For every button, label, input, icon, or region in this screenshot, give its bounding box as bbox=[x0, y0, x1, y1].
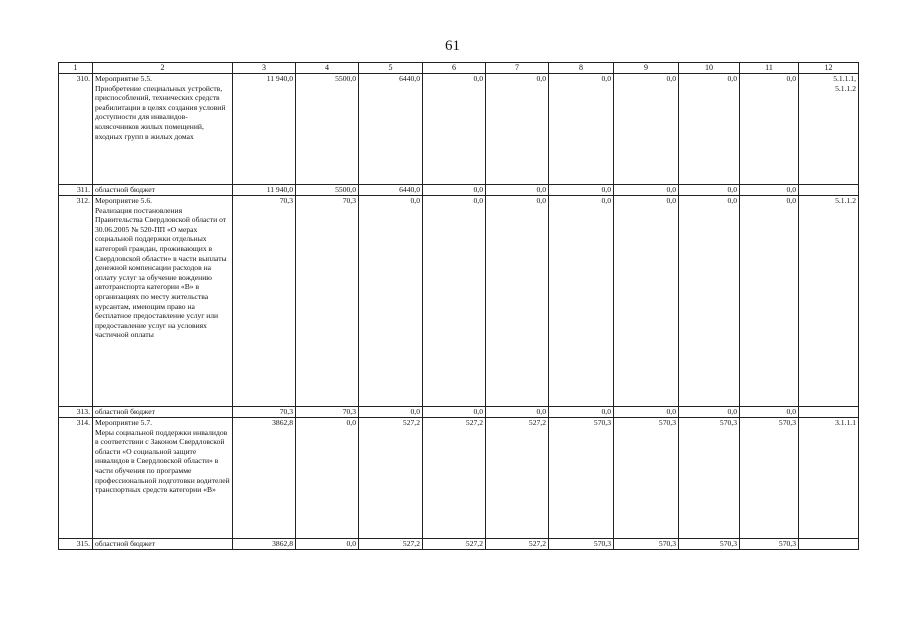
cell-value: 0,0 bbox=[486, 196, 549, 407]
cell-value: 6440,0 bbox=[359, 74, 423, 185]
column-header: 2 bbox=[93, 63, 233, 74]
cell-value: 6440,0 bbox=[359, 185, 423, 196]
row-number: 310. bbox=[59, 74, 93, 185]
table-row bbox=[59, 196, 859, 407]
cell-value: 570,3 bbox=[549, 418, 614, 539]
cell-value: 0,0 bbox=[423, 74, 486, 185]
cell-value: 0,0 bbox=[549, 196, 614, 407]
cell-value: 0,0 bbox=[614, 407, 679, 418]
target-code bbox=[799, 407, 859, 418]
cell-value: 0,0 bbox=[740, 185, 799, 196]
cell-value: 0,0 bbox=[740, 196, 799, 407]
column-header: 3 bbox=[233, 63, 296, 74]
row-number: 313. bbox=[59, 407, 93, 418]
column-header: 6 bbox=[423, 63, 486, 74]
table-row bbox=[59, 74, 859, 185]
cell-value: 570,3 bbox=[740, 418, 799, 539]
cell-value: 0,0 bbox=[423, 407, 486, 418]
column-header: 5 bbox=[359, 63, 423, 74]
target-code bbox=[799, 185, 859, 196]
cell-value: 0,0 bbox=[740, 407, 799, 418]
row-number: 314. bbox=[59, 418, 93, 539]
funding-source: областной бюджет bbox=[93, 185, 233, 196]
cell-value: 0,0 bbox=[296, 418, 359, 539]
cell-value: 570,3 bbox=[549, 539, 614, 550]
table-row bbox=[59, 418, 859, 539]
target-code: 3.1.1.1 bbox=[799, 418, 859, 539]
column-header-row bbox=[59, 63, 859, 74]
cell-value: 0,0 bbox=[740, 74, 799, 185]
cell-value: 570,3 bbox=[740, 539, 799, 550]
cell-value: 0,0 bbox=[359, 196, 423, 407]
cell-value: 527,2 bbox=[423, 418, 486, 539]
cell-value: 70,3 bbox=[296, 196, 359, 407]
target-code: 5.1.1.2 bbox=[799, 196, 859, 407]
column-header: 8 bbox=[549, 63, 614, 74]
measure-name: Мероприятие 5.7. Меры социальной поддержки инвалидов в соответствии с Законом Свердловской области «О социальной защите инвалидов в Свердловской области» в части обучения по программе профессиональной подготовки водителей транспортных средств категории «В» bbox=[93, 418, 233, 539]
cell-value: 0,0 bbox=[486, 185, 549, 196]
cell-value: 0,0 bbox=[679, 407, 740, 418]
cell-value: 0,0 bbox=[549, 74, 614, 185]
cell-value: 527,2 bbox=[359, 539, 423, 550]
cell-value: 527,2 bbox=[423, 539, 486, 550]
funding-source: областной бюджет bbox=[93, 539, 233, 550]
funding-source: областной бюджет bbox=[93, 407, 233, 418]
cell-value: 527,2 bbox=[486, 539, 549, 550]
table-row bbox=[59, 185, 859, 196]
cell-value: 70,3 bbox=[296, 407, 359, 418]
cell-total: 11 940,0 bbox=[233, 185, 296, 196]
cell-total: 70,3 bbox=[233, 196, 296, 407]
measure-name: Мероприятие 5.6. Реализация постановления Правительства Свердловской области от 30.06.2005 № 520-ПП «О мерах социальной поддержки отдельных категорий граждан, проживающих в Свердловской области» в части выплаты денежной компенсации расходов на оплату услуг за обучение вождению автотранспорта категории «В» в организациях по месту жительства курсантам, имеющим право на бесплатное предоставление услуг или предоставление услуг на условиях частичной оплаты bbox=[93, 196, 233, 407]
column-header: 11 bbox=[740, 63, 799, 74]
cell-value: 0,0 bbox=[423, 185, 486, 196]
row-number: 311. bbox=[59, 185, 93, 196]
cell-value: 0,0 bbox=[614, 185, 679, 196]
column-header: 10 bbox=[679, 63, 740, 74]
cell-total: 3862,8 bbox=[233, 539, 296, 550]
cell-value: 570,3 bbox=[679, 418, 740, 539]
cell-value: 0,0 bbox=[549, 185, 614, 196]
cell-value: 0,0 bbox=[359, 407, 423, 418]
cell-value: 0,0 bbox=[679, 74, 740, 185]
table-row bbox=[59, 407, 859, 418]
cell-total: 11 940,0 bbox=[233, 74, 296, 185]
cell-value: 0,0 bbox=[679, 185, 740, 196]
cell-value: 0,0 bbox=[296, 539, 359, 550]
column-header: 1 bbox=[59, 63, 93, 74]
cell-value: 570,3 bbox=[614, 539, 679, 550]
target-code: 5.1.1.1, 5.1.1.2 bbox=[799, 74, 859, 185]
column-header: 12 bbox=[799, 63, 859, 74]
cell-value: 0,0 bbox=[549, 407, 614, 418]
cell-value: 527,2 bbox=[359, 418, 423, 539]
column-header: 9 bbox=[614, 63, 679, 74]
cell-value: 0,0 bbox=[486, 74, 549, 185]
cell-value: 570,3 bbox=[614, 418, 679, 539]
cell-value: 0,0 bbox=[614, 74, 679, 185]
cell-value: 0,0 bbox=[486, 407, 549, 418]
column-header: 4 bbox=[296, 63, 359, 74]
cell-value: 570,3 bbox=[679, 539, 740, 550]
cell-value: 0,0 bbox=[423, 196, 486, 407]
column-header: 7 bbox=[486, 63, 549, 74]
cell-value: 0,0 bbox=[679, 196, 740, 407]
cell-value: 0,0 bbox=[614, 196, 679, 407]
cell-value: 5500,0 bbox=[296, 185, 359, 196]
budget-table bbox=[58, 62, 859, 550]
cell-value: 527,2 bbox=[486, 418, 549, 539]
page-number: 61 bbox=[445, 38, 460, 54]
row-number: 315. bbox=[59, 539, 93, 550]
row-number: 312. bbox=[59, 196, 93, 407]
cell-value: 5500,0 bbox=[296, 74, 359, 185]
cell-total: 3862,8 bbox=[233, 418, 296, 539]
measure-name: Мероприятие 5.5. Приобретение специальных устройств, приспособлений, технических средств реабилитации в целях создания условий доступности для инвалидов-колясочников жилых помещений, входных групп в жилых домах bbox=[93, 74, 233, 185]
cell-total: 70,3 bbox=[233, 407, 296, 418]
table-row bbox=[59, 539, 859, 550]
target-code bbox=[799, 539, 859, 550]
